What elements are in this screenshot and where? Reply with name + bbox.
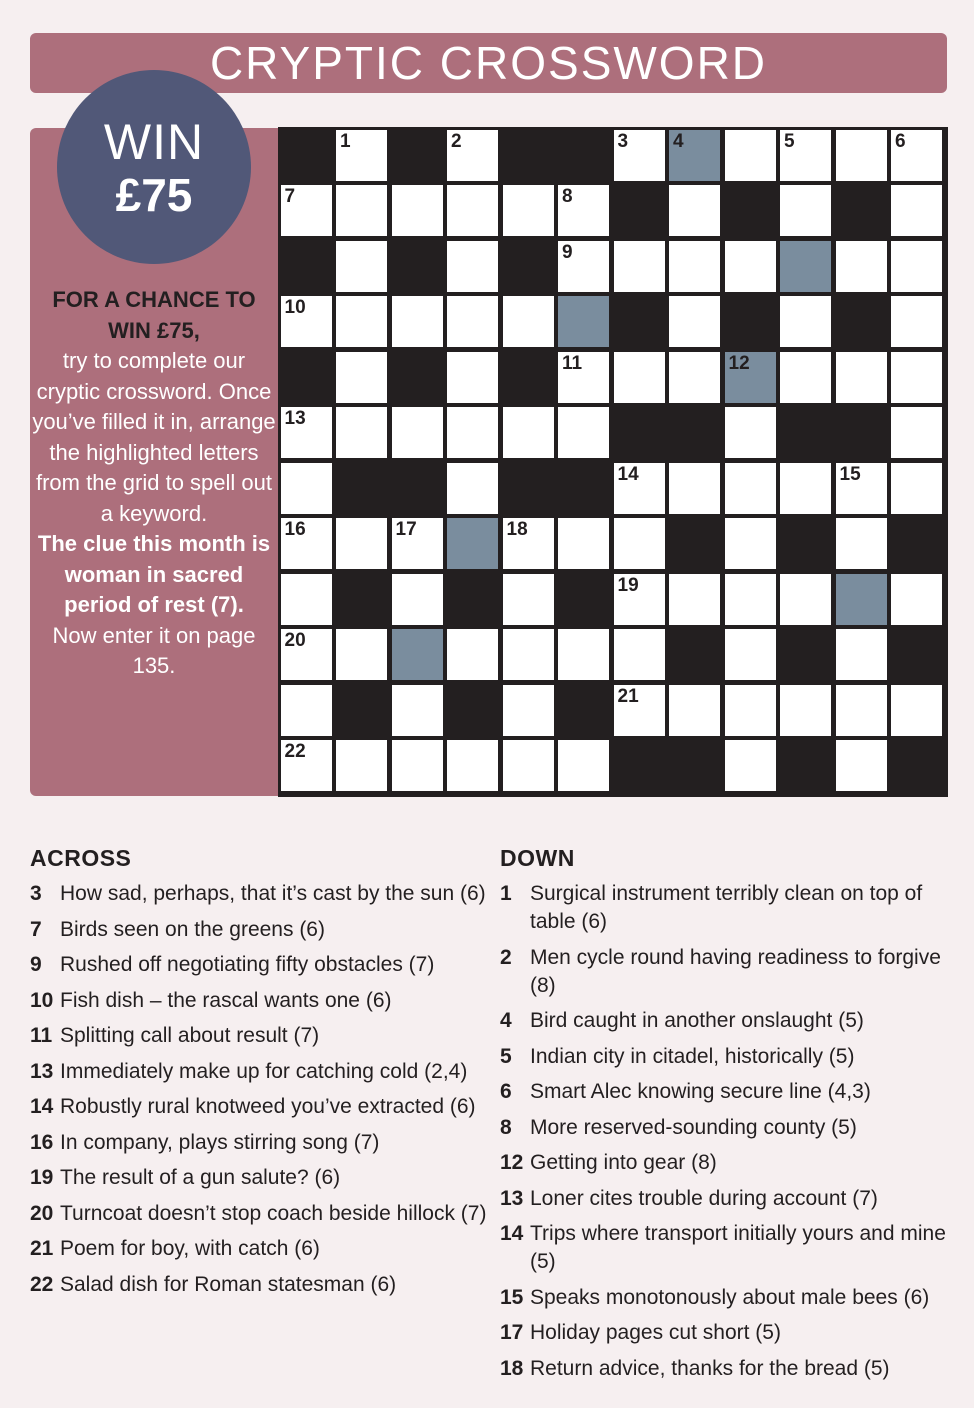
- across-clue: [30, 1235, 490, 1263]
- across-clue: [30, 987, 490, 1015]
- clue-number: 2: [500, 945, 512, 969]
- grid-cell[interactable]: [392, 685, 443, 736]
- grid-cell[interactable]: [447, 463, 498, 514]
- grid-cell[interactable]: [503, 185, 554, 236]
- grid-cell[interactable]: [725, 407, 776, 458]
- clue-number: 7: [30, 917, 42, 941]
- grid-cell[interactable]: [614, 241, 665, 292]
- grid-cell[interactable]: [281, 463, 332, 514]
- grid-cell[interactable]: [725, 241, 776, 292]
- grid-cell[interactable]: [392, 185, 443, 236]
- clue-text: Robustly rural knotweed you’ve extracted (6): [60, 1095, 476, 1118]
- clue-number: 6: [895, 130, 906, 152]
- instructions-tail: Now enter it on page 135.: [52, 622, 256, 678]
- grid-cell[interactable]: [558, 352, 609, 403]
- clue-number: 12: [728, 352, 750, 374]
- clue-text: Indian city in citadel, historically (5): [530, 1044, 855, 1068]
- across-heading: ACROSS: [30, 845, 132, 871]
- badge-amount: £75: [115, 169, 193, 221]
- clue-text: In company, plays stirring song (7): [60, 1130, 380, 1154]
- grid-cell[interactable]: [725, 463, 776, 514]
- grid-cell[interactable]: [281, 574, 332, 625]
- grid-cell[interactable]: [503, 629, 554, 680]
- grid-cell[interactable]: [281, 740, 332, 791]
- clue-number: 6: [500, 1080, 512, 1103]
- prize-badge: [57, 70, 251, 264]
- across-clue: [30, 880, 490, 908]
- clue-number: 16: [284, 519, 306, 540]
- clue-text: Trips where transport initially yours and mine (5): [530, 1222, 946, 1273]
- clue-text: Bird caught in another onslaught (5): [530, 1009, 864, 1032]
- grid-cell[interactable]: [336, 185, 387, 236]
- clue-number: 19: [30, 1166, 54, 1189]
- clue-text: The result of a gun salute? (6): [60, 1166, 341, 1189]
- down-heading: DOWN: [500, 845, 575, 871]
- grid-cell[interactable]: [891, 296, 942, 347]
- clue-number: 14: [30, 1095, 54, 1118]
- clue-text: Immediately make up for catching cold (2,4): [60, 1059, 468, 1083]
- grid-cell[interactable]: [558, 518, 609, 569]
- grid-cell[interactable]: [336, 629, 387, 680]
- clue-number: 9: [30, 953, 42, 976]
- grid-cell[interactable]: [336, 740, 387, 791]
- grid-cell[interactable]: [558, 740, 609, 791]
- down-clue: [500, 1149, 960, 1177]
- clue-number: 4: [500, 1009, 512, 1032]
- down-clue: [500, 1043, 960, 1071]
- clue-text: Fish dish – the rascal wants one (6): [60, 988, 392, 1012]
- down-clue-list: [500, 880, 960, 1390]
- clue-number: 16: [30, 1130, 54, 1154]
- clue-number: 15: [500, 1285, 524, 1309]
- clue-number: 20: [284, 630, 306, 651]
- clue-number: 8: [562, 186, 573, 207]
- down-clue: [500, 1220, 960, 1276]
- down-clue: [500, 1355, 960, 1383]
- grid-cell[interactable]: [669, 185, 720, 236]
- badge-win-text: WIN: [103, 114, 205, 170]
- across-clue: [30, 1200, 490, 1228]
- across-clue: [30, 1164, 490, 1192]
- grid-cell[interactable]: [558, 629, 609, 680]
- grid-cell[interactable]: [836, 130, 887, 181]
- grid-cell[interactable]: [281, 407, 332, 458]
- grid-cell[interactable]: [558, 185, 609, 236]
- clue-number: 13: [30, 1059, 54, 1083]
- grid-cell[interactable]: [336, 130, 387, 181]
- grid-cell[interactable]: [614, 518, 665, 569]
- clue-number: 11: [30, 1024, 53, 1047]
- down-clue: [500, 944, 960, 1000]
- across-clue: [30, 951, 490, 979]
- grid-cell[interactable]: [447, 185, 498, 236]
- clue-number: 21: [617, 685, 639, 707]
- grid-cell[interactable]: [891, 130, 942, 181]
- grid-cell[interactable]: [392, 574, 443, 625]
- grid-cell[interactable]: [447, 296, 498, 347]
- crossword-grid: [278, 127, 948, 797]
- keyword-clue: The clue this month is woman in sacred period of rest (7).: [37, 531, 271, 617]
- across-clue: [30, 1271, 490, 1299]
- down-clue: [500, 1185, 960, 1213]
- grid-cell[interactable]: [780, 685, 831, 736]
- across-clue: [30, 1093, 490, 1121]
- grid-cell[interactable]: [392, 518, 443, 569]
- grid-cell[interactable]: [669, 241, 720, 292]
- grid-cell[interactable]: [503, 685, 554, 736]
- grid-cell[interactable]: [447, 407, 498, 458]
- clue-text: Speaks monotonously about male bees (6): [530, 1285, 930, 1309]
- grid-cell[interactable]: [836, 685, 887, 736]
- grid-cell[interactable]: [503, 740, 554, 791]
- grid-cell[interactable]: [725, 685, 776, 736]
- grid-cell[interactable]: [725, 574, 776, 625]
- highlighted-grid-cell[interactable]: [558, 296, 609, 347]
- grid-cell[interactable]: [614, 685, 665, 736]
- grid-cell[interactable]: [392, 296, 443, 347]
- grid-cell[interactable]: [891, 241, 942, 292]
- down-clue: [500, 1078, 960, 1106]
- clue-number: 15: [839, 463, 861, 485]
- grid-cell[interactable]: [780, 352, 831, 403]
- grid-cell[interactable]: [780, 130, 831, 181]
- clue-number: 17: [500, 1321, 524, 1344]
- grid-cell[interactable]: [281, 518, 332, 569]
- grid-cell[interactable]: [281, 296, 332, 347]
- grid-cell[interactable]: [725, 130, 776, 181]
- clue-number: 1: [500, 882, 512, 905]
- grid-cell[interactable]: [614, 352, 665, 403]
- grid-cell[interactable]: [669, 685, 720, 736]
- down-clue: [500, 1114, 960, 1142]
- grid-cell[interactable]: [780, 574, 831, 625]
- grid-cell[interactable]: [614, 629, 665, 680]
- clue-number: 9: [562, 241, 573, 263]
- highlighted-grid-cell[interactable]: [836, 574, 887, 625]
- clue-number: 4: [673, 130, 684, 152]
- clue-number: 22: [284, 741, 306, 762]
- grid-cell[interactable]: [503, 296, 554, 347]
- clue-number: 14: [617, 463, 639, 485]
- grid-cell[interactable]: [725, 629, 776, 680]
- grid-cell[interactable]: [447, 629, 498, 680]
- grid-cell[interactable]: [725, 740, 776, 791]
- grid-cell[interactable]: [614, 463, 665, 514]
- clue-number: 13: [284, 408, 306, 429]
- clue-number: 11: [562, 352, 583, 374]
- clue-text: Surgical instrument terribly clean on top of table (6): [530, 882, 923, 933]
- clue-text: How sad, perhaps, that it’s cast by the sun (6): [60, 882, 486, 905]
- grid-cell[interactable]: [836, 241, 887, 292]
- grid-cell[interactable]: [503, 574, 554, 625]
- clue-number: 7: [284, 186, 296, 207]
- grid-cell[interactable]: [336, 352, 387, 403]
- clue-number: 18: [506, 519, 528, 540]
- grid-cell[interactable]: [891, 574, 942, 625]
- grid-cell[interactable]: [780, 296, 831, 347]
- clue-text: More reserved-sounding county (5): [530, 1115, 857, 1139]
- grid-cell[interactable]: [836, 629, 887, 680]
- clue-text: Men cycle round having readiness to forgive (8): [530, 945, 941, 997]
- instructions-body: try to complete our cryptic crossword. Once you’ve filled it in, arrange the highlighted letters from the grid to spell out a keyword.: [32, 348, 276, 526]
- grid-cell[interactable]: [891, 407, 942, 458]
- clue-number: 10: [284, 297, 306, 318]
- page-title: CRYPTIC CROSSWORD: [30, 33, 947, 93]
- clue-number: 14: [500, 1222, 524, 1245]
- grid-cell[interactable]: [669, 296, 720, 347]
- grid-cell[interactable]: [891, 685, 942, 736]
- clue-number: 1: [340, 130, 351, 152]
- clue-number: 2: [451, 130, 462, 152]
- across-clue: [30, 1058, 490, 1086]
- highlighted-grid-cell[interactable]: [447, 518, 498, 569]
- clue-number: 10: [30, 988, 54, 1012]
- grid-cell[interactable]: [281, 685, 332, 736]
- grid-cell[interactable]: [447, 241, 498, 292]
- grid-cell[interactable]: [836, 352, 887, 403]
- grid-cell[interactable]: [336, 296, 387, 347]
- clue-text: Turncoat doesn’t stop coach beside hillock (7): [60, 1201, 487, 1225]
- grid-cell[interactable]: [336, 241, 387, 292]
- clue-text: Poem for boy, with catch (6): [60, 1237, 320, 1260]
- grid-cell[interactable]: [447, 740, 498, 791]
- clue-number: 19: [617, 574, 639, 596]
- clue-number: 3: [30, 882, 42, 905]
- clue-number: 18: [500, 1356, 524, 1380]
- grid-cell[interactable]: [780, 463, 831, 514]
- across-clue: [30, 1129, 490, 1157]
- grid-cell[interactable]: [503, 518, 554, 569]
- grid-cell[interactable]: [669, 352, 720, 403]
- clue-number: 3: [617, 130, 629, 152]
- grid-cell[interactable]: [558, 241, 609, 292]
- grid-cell[interactable]: [669, 574, 720, 625]
- grid-cell[interactable]: [336, 407, 387, 458]
- clue-number: 5: [500, 1044, 512, 1068]
- clue-text: Getting into gear (8): [530, 1151, 717, 1174]
- clue-text: Smart Alec knowing secure line (4,3): [530, 1080, 871, 1103]
- across-clue: [30, 916, 490, 944]
- competition-instructions: [30, 285, 278, 682]
- grid-cell[interactable]: [669, 463, 720, 514]
- clue-text: Loner cites trouble during account (7): [530, 1186, 878, 1210]
- down-clue: [500, 1007, 960, 1035]
- clue-text: Return advice, thanks for the bread (5): [530, 1356, 890, 1380]
- clue-number: 12: [500, 1151, 524, 1174]
- clue-text: Holiday pages cut short (5): [530, 1321, 781, 1344]
- clue-number: 21: [30, 1237, 54, 1260]
- clue-text: Splitting call about result (7): [60, 1024, 320, 1047]
- grid-cell[interactable]: [447, 130, 498, 181]
- grid-cell[interactable]: [447, 352, 498, 403]
- clue-text: Birds seen on the greens (6): [60, 917, 325, 941]
- grid-cell[interactable]: [836, 518, 887, 569]
- grid-cell[interactable]: [891, 185, 942, 236]
- clue-number: 20: [30, 1201, 54, 1225]
- grid-cell[interactable]: [725, 518, 776, 569]
- clue-text: Rushed off negotiating fifty obstacles (7): [60, 953, 435, 976]
- down-clue: [500, 1284, 960, 1312]
- grid-cell[interactable]: [336, 518, 387, 569]
- highlighted-grid-cell[interactable]: [392, 629, 443, 680]
- across-clue: [30, 1022, 490, 1050]
- grid-cell[interactable]: [836, 463, 887, 514]
- grid-cell[interactable]: [891, 352, 942, 403]
- instructions-lead: FOR A CHANCE TO WIN £75,: [52, 287, 256, 343]
- highlighted-grid-cell[interactable]: [669, 130, 720, 181]
- grid-cell[interactable]: [614, 574, 665, 625]
- grid-cell[interactable]: [780, 185, 831, 236]
- grid-cell[interactable]: [392, 740, 443, 791]
- highlighted-grid-cell[interactable]: [780, 241, 831, 292]
- clue-number: 13: [500, 1186, 524, 1210]
- across-clue-list: [30, 880, 490, 1306]
- grid-cell[interactable]: [558, 407, 609, 458]
- grid-cell[interactable]: [281, 185, 332, 236]
- clue-number: 17: [395, 519, 417, 540]
- grid-cell[interactable]: [836, 740, 887, 791]
- clue-text: Salad dish for Roman statesman (6): [60, 1272, 397, 1296]
- grid-cell[interactable]: [503, 407, 554, 458]
- grid-cell[interactable]: [281, 629, 332, 680]
- clue-number: 8: [500, 1115, 512, 1139]
- grid-cell[interactable]: [891, 463, 942, 514]
- grid-cell[interactable]: [614, 130, 665, 181]
- clue-number: 5: [784, 130, 795, 152]
- down-clue: [500, 880, 960, 936]
- highlighted-grid-cell[interactable]: [725, 352, 776, 403]
- down-clue: [500, 1319, 960, 1347]
- grid-cell[interactable]: [392, 407, 443, 458]
- clue-number: 22: [30, 1272, 54, 1296]
